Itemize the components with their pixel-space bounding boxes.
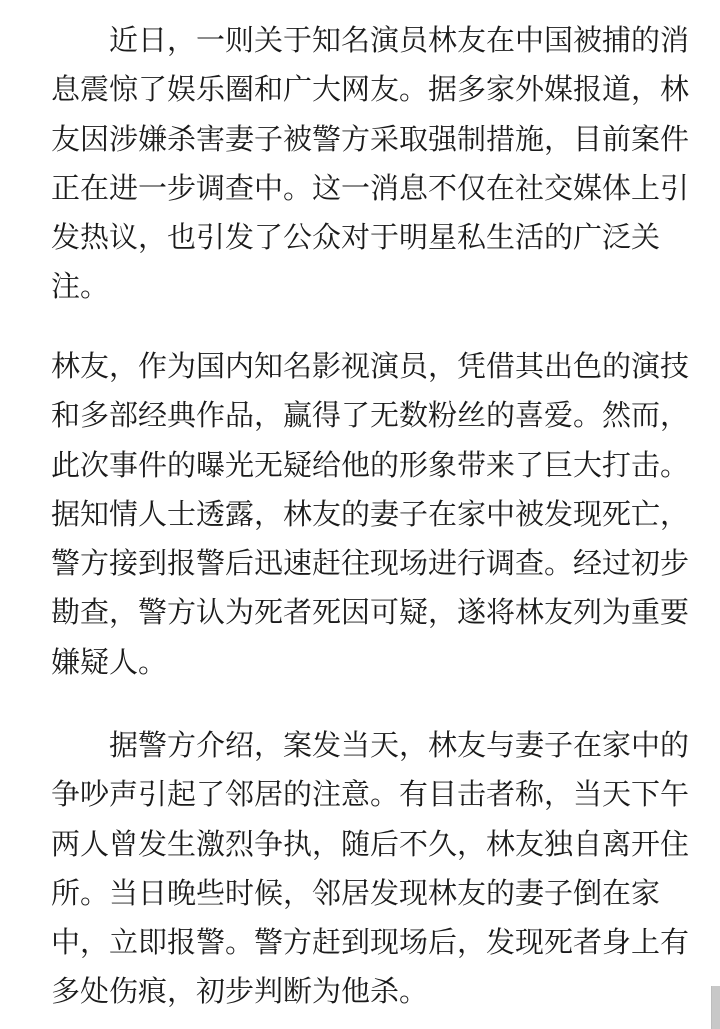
text-line: 据知情人士透露，林友的妻子在家中被发现死亡， xyxy=(51,496,690,531)
paragraph-1 xyxy=(0,16,720,312)
text-line: 注。 xyxy=(51,269,110,304)
text-line: 息震惊了娱乐圈和广大网友。据多家外媒报道，林 xyxy=(51,72,690,107)
text-line: 发热议，也引发了公众对于明星私生活的广泛关 xyxy=(51,220,661,255)
text-line: 中，立即报警。警方赶到现场后，发现死者身上有 xyxy=(51,925,690,960)
text-line: 勘查，警方认为死者死因可疑，遂将林友列为重要 xyxy=(51,595,690,630)
text-line: 争吵声引起了邻居的注意。有目击者称，当天下午 xyxy=(51,777,690,812)
scrollbar-thumb[interactable] xyxy=(711,986,720,1029)
paragraph-2 xyxy=(0,342,720,687)
text-line: 林友，作为国内知名影视演员，凭借其出色的演技 xyxy=(51,349,690,383)
paragraph-3 xyxy=(0,721,720,1017)
text-line: 警方接到报警后迅速赶往现场进行调查。经过初步 xyxy=(51,546,690,581)
text-line: 和多部经典作品，赢得了无数粉丝的喜爱。然而， xyxy=(51,398,690,433)
text-line: 友因涉嫌杀害妻子被警方采取强制措施，目前案件 xyxy=(51,121,690,156)
text-line: 多处伤痕，初步判断为他杀。 xyxy=(51,974,429,1009)
text-line: 嫌疑人。 xyxy=(51,644,168,679)
text-line: 正在进一步调查中。这一消息不仅在社交媒体上引 xyxy=(51,170,690,205)
text-line: 所。当日晚些时候，邻居发现林友的妻子倒在家 xyxy=(51,875,661,910)
text-line: 两人曾发生激烈争执，随后不久，林友独自离开住 xyxy=(51,826,690,861)
text-line: 近日，一则关于知名演员林友在中国被捕的消 xyxy=(109,23,690,57)
text-line: 此次事件的曝光无疑给他的形象带来了巨大打击。 xyxy=(51,447,690,482)
text-line: 据警方介绍，案发当天，林友与妻子在家中的 xyxy=(109,728,690,762)
